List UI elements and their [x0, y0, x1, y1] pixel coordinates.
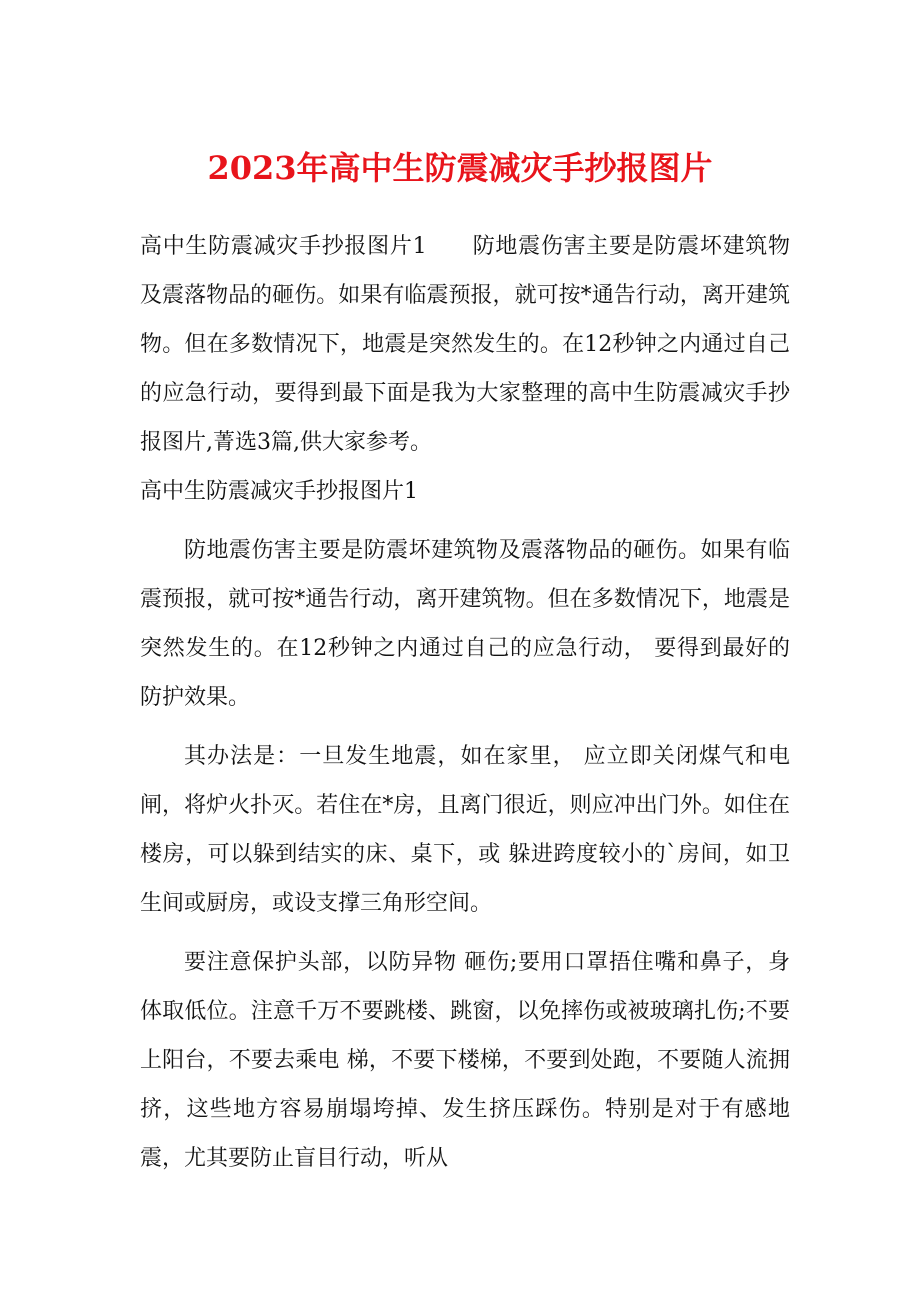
section-heading: 高中生防震减灾手抄报图片1 — [140, 479, 418, 504]
document-title: 2023年高中生防震减灾手抄报图片 — [207, 149, 713, 187]
body-paragraph-2: 其办法是：一旦发生地震，如在家里， 应立即关闭煤气和电闸，将炉火扑灭。若住在*房，且离门很近，则应冲出门外。如住在楼房，可以躲到结实的床、桌下，或 躲进跨度较小的`房间，如卫生间或厨房，或设支撑三角形空间。 — [140, 744, 790, 916]
intro-paragraph: 高中生防震减灾手抄报图片1 防地震伤害主要是防震坏建筑物及震落物品的砸伤。如果有临震预报，就可按*通告行动，离开建筑物。但在多数情况下，地震是突然发生的。在12秒钟之内通过自己的应急行动，要得到最下面是我为大家整理的高中生防震减灾手抄报图片,菁选3篇,供大家参考。 — [140, 234, 790, 455]
document-body — [140, 222, 790, 1183]
body-paragraph-3: 要注意保护头部，以防异物 砸伤;要用口罩捂住嘴和鼻子，身体取低位。注意千万不要跳楼、跳窗，以免摔伤或被玻璃扎伤;不要上阳台，不要去乘电 梯，不要下楼梯，不要到处跑，不要随人流拥挤，这些地方容易崩塌垮掉、发生挤压踩伤。特别是对于有感地震，尤其要防止盲目行动，听从 — [140, 950, 790, 1171]
body-paragraph-1: 防地震伤害主要是防震坏建筑物及震落物品的砸伤。如果有临震预报，就可按*通告行动，离开建筑物。但在多数情况下，地震是突然发生的。在12秒钟之内通过自己的应急行动， 要得到最好的防护效果。 — [140, 538, 790, 710]
